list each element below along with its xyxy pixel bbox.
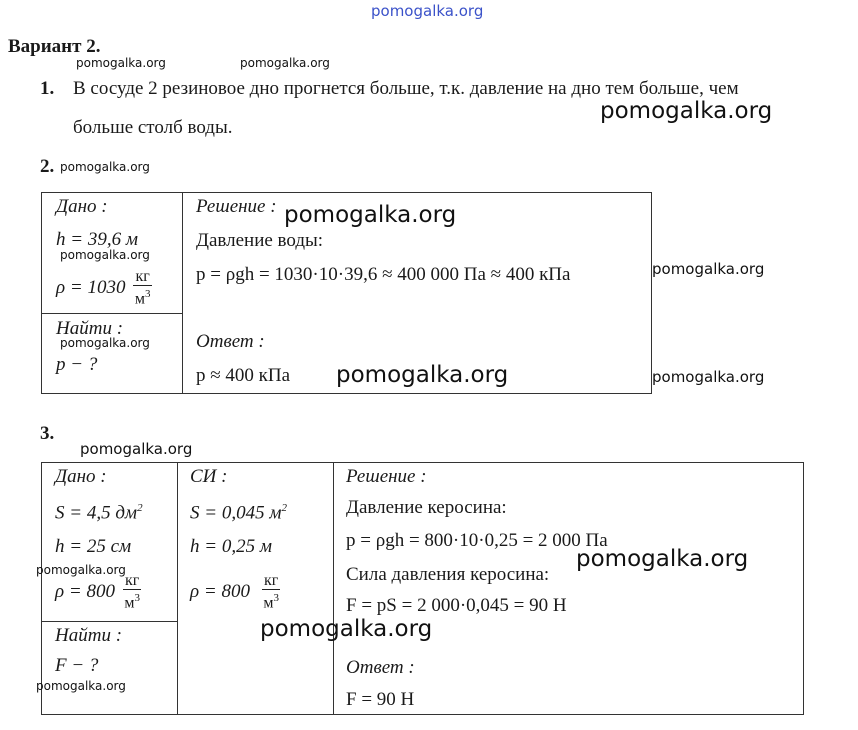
task3-given-label: Дано :: [55, 466, 107, 487]
task3-force-formula: F = pS = 2 000·0,045 = 90 Н: [346, 595, 567, 616]
unit-numerator: кг: [124, 572, 140, 589]
watermark: pomogalka.org: [600, 98, 773, 124]
unit-numerator: кг: [263, 572, 279, 589]
task3-answer: F = 90 Н: [346, 689, 415, 710]
task3-divider: [333, 462, 334, 714]
watermark-top: pomogalka.org: [371, 2, 484, 20]
task3-si-label: СИ :: [190, 466, 228, 487]
task2-answer-label: Ответ :: [196, 331, 265, 352]
unit-denominator: $м^3$: [134, 288, 151, 308]
watermark: pomogalka.org: [652, 260, 765, 278]
task2-density-unit: [133, 268, 151, 307]
unit-numerator: кг: [135, 268, 150, 285]
task3-si-density-unit: [262, 572, 280, 611]
task2-divider: [182, 192, 183, 393]
task2-answer: p ≈ 400 кПа: [196, 365, 291, 386]
task3-divider: [177, 462, 178, 714]
watermark: pomogalka.org: [652, 368, 765, 386]
task3-solution-label: Решение :: [346, 466, 427, 487]
unit-denominator: $м^3$: [124, 592, 140, 612]
task2-solution-label: Решение :: [196, 196, 277, 217]
watermark: pomogalka.org: [576, 546, 749, 572]
unit-denominator: $м^3$: [263, 592, 279, 612]
watermark: pomogalka.org: [60, 160, 150, 174]
task3-force-title: Сила давления керосина:: [346, 564, 550, 585]
watermark: pomogalka.org: [36, 563, 126, 577]
task3-find: F − ?: [55, 655, 99, 676]
watermark: pomogalka.org: [240, 56, 330, 70]
task3-si-height: h = 0,25 м: [190, 536, 272, 557]
watermark: pomogalka.org: [260, 616, 433, 642]
task1-line1: В сосуде 2 резиновое дно прогнется больше, т.к. давление на дно тем больше, чем: [73, 78, 739, 99]
watermark: pomogalka.org: [80, 440, 193, 458]
task3-find-label: Найти :: [55, 625, 123, 646]
task3-number: 3.: [40, 423, 55, 444]
task3-si-area: S = 0,045 $м^2$: [190, 502, 287, 524]
task2-density-value: ρ = 1030: [56, 276, 126, 298]
task3-si-density: [190, 572, 280, 611]
task3-divider: [41, 621, 178, 622]
watermark: pomogalka.org: [60, 336, 150, 350]
task1-line2: больше столб воды.: [73, 117, 233, 138]
task2-density: [56, 268, 152, 307]
task3-density-unit: [123, 572, 141, 611]
task2-height: h = 39,6 м: [56, 229, 138, 250]
task3-density-value: ρ = 800: [55, 580, 115, 602]
variant-heading: Вариант 2.: [8, 36, 101, 57]
task3-answer-label: Ответ :: [346, 657, 415, 678]
task2-divider: [41, 313, 183, 314]
task2-number: 2.: [40, 156, 55, 177]
task2-find-label: Найти :: [56, 318, 124, 339]
task3-area: S = 4,5 $дм^2$: [55, 502, 143, 524]
watermark: pomogalka.org: [284, 202, 457, 228]
task3-pressure-formula: p = ρgh = 800·10·0,25 = 2 000 Па: [346, 530, 608, 551]
task2-formula: p = ρgh = 1030·10·39,6 ≈ 400 000 Па ≈ 400 кПа: [196, 264, 571, 285]
watermark: pomogalka.org: [36, 679, 126, 693]
task2-find: p − ?: [56, 354, 98, 375]
task1-number: 1.: [40, 78, 55, 99]
watermark: pomogalka.org: [76, 56, 166, 70]
task3-density: [55, 572, 141, 611]
watermark: pomogalka.org: [60, 248, 150, 262]
task3-pressure-title: Давление керосина:: [346, 497, 507, 518]
task2-given-label: Дано :: [56, 196, 108, 217]
task3-height: h = 25 см: [55, 536, 132, 557]
task3-si-density-value: ρ = 800: [190, 580, 250, 602]
task2-solution-title: Давление воды:: [196, 230, 324, 251]
watermark: pomogalka.org: [336, 362, 509, 388]
